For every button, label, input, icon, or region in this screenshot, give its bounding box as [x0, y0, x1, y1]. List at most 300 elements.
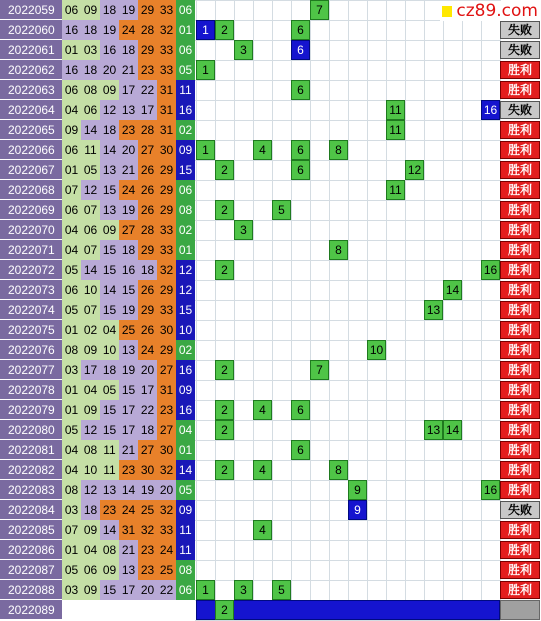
drawn-number: 01: [62, 380, 81, 400]
issue-number: 2022089: [0, 600, 62, 620]
drawn-number: 19: [138, 480, 157, 500]
drawn-number: 04: [81, 380, 100, 400]
special-number: 10: [176, 320, 195, 340]
drawn-number: 14: [81, 120, 100, 140]
drawn-number: 16: [119, 260, 138, 280]
grid-line: [329, 0, 330, 620]
drawn-number: 04: [62, 220, 81, 240]
drawn-number: 14: [100, 280, 119, 300]
trend-mark: 8: [329, 460, 348, 480]
drawn-number: 01: [62, 40, 81, 60]
drawn-number: 26: [138, 280, 157, 300]
result-win-badge: 胜利: [500, 421, 540, 439]
drawn-number: 15: [100, 580, 119, 600]
drawn-number: 24: [119, 500, 138, 520]
trend-mark: 2: [215, 460, 234, 480]
drawn-number: 01: [62, 320, 81, 340]
trend-mark: 10: [367, 340, 386, 360]
drawn-number: 25: [138, 500, 157, 520]
issue-number: 2022066: [0, 140, 62, 160]
drawn-number: 27: [157, 420, 176, 440]
drawn-number: 05: [62, 560, 81, 580]
trend-mark: 8: [329, 240, 348, 260]
drawn-number: 17: [138, 100, 157, 120]
drawn-number: 23: [119, 460, 138, 480]
drawn-number: 21: [119, 440, 138, 460]
drawn-number: 28: [138, 20, 157, 40]
drawn-number: 33: [157, 520, 176, 540]
special-number: 09: [176, 140, 195, 160]
drawn-number: 29: [157, 280, 176, 300]
grid-line: [386, 0, 387, 620]
drawn-number: 10: [100, 340, 119, 360]
trend-mark: 4: [253, 520, 272, 540]
special-number: 06: [176, 40, 195, 60]
result-win-badge: 胜利: [500, 281, 540, 299]
result-win-badge: 胜利: [500, 121, 540, 139]
trend-mark: 6: [291, 160, 310, 180]
trend-mark: 6: [291, 40, 310, 60]
pending-row-bar: [196, 600, 500, 620]
drawn-number: 31: [157, 100, 176, 120]
drawn-number: 33: [157, 220, 176, 240]
result-lose-badge: 失败: [500, 501, 540, 519]
drawn-number: 04: [62, 100, 81, 120]
drawn-number: 27: [138, 140, 157, 160]
drawn-number: 07: [81, 200, 100, 220]
drawn-number: 25: [119, 320, 138, 340]
drawn-number: 24: [119, 180, 138, 200]
grid-line: [272, 0, 273, 620]
drawn-number: 29: [157, 180, 176, 200]
drawn-number: 06: [62, 140, 81, 160]
issue-number: 2022087: [0, 560, 62, 580]
grid-line: [234, 0, 235, 620]
result-win-badge: 胜利: [500, 241, 540, 259]
drawn-number: 32: [138, 520, 157, 540]
special-number: 06: [176, 580, 195, 600]
trend-mark: 1: [196, 60, 215, 80]
issue-number: 2022080: [0, 420, 62, 440]
trend-mark: 13: [424, 420, 443, 440]
result-win-badge: 胜利: [500, 481, 540, 499]
result-win-badge: 胜利: [500, 461, 540, 479]
special-number: 06: [176, 0, 195, 20]
drawn-number: 18: [100, 0, 119, 20]
issue-number: 2022075: [0, 320, 62, 340]
drawn-number: 21: [119, 160, 138, 180]
drawn-number: 04: [100, 320, 119, 340]
issue-number: 2022088: [0, 580, 62, 600]
trend-mark: 6: [291, 80, 310, 100]
trend-mark: 6: [291, 440, 310, 460]
drawn-number: 03: [62, 360, 81, 380]
drawn-number: 32: [157, 460, 176, 480]
issue-number: 2022065: [0, 120, 62, 140]
drawn-number: 15: [100, 240, 119, 260]
drawn-number: 23: [138, 560, 157, 580]
result-win-badge: 胜利: [500, 541, 540, 559]
drawn-number: 33: [157, 0, 176, 20]
drawn-number: 30: [138, 460, 157, 480]
drawn-number: 15: [100, 260, 119, 280]
drawn-number: 26: [138, 160, 157, 180]
drawn-number: 29: [138, 0, 157, 20]
drawn-number: 13: [119, 100, 138, 120]
drawn-number: 19: [100, 20, 119, 40]
drawn-number: 15: [100, 420, 119, 440]
result-win-badge: 胜利: [500, 321, 540, 339]
drawn-number: 32: [157, 20, 176, 40]
special-number: 11: [176, 80, 195, 100]
drawn-number: 09: [100, 80, 119, 100]
drawn-number: 33: [157, 40, 176, 60]
drawn-number: 09: [81, 400, 100, 420]
special-number: 15: [176, 300, 195, 320]
issue-number: 2022073: [0, 280, 62, 300]
special-number: 05: [176, 480, 195, 500]
drawn-number: 21: [119, 540, 138, 560]
issue-number: 2022063: [0, 80, 62, 100]
drawn-number: 08: [62, 480, 81, 500]
drawn-number: 17: [119, 580, 138, 600]
trend-mark: 7: [310, 0, 329, 20]
special-number: 02: [176, 120, 195, 140]
drawn-number: 30: [157, 440, 176, 460]
special-number: 12: [176, 280, 195, 300]
drawn-number: 08: [62, 340, 81, 360]
drawn-number: 27: [157, 360, 176, 380]
trend-mark: 1: [196, 140, 215, 160]
issue-number: 2022069: [0, 200, 62, 220]
issue-number: 2022086: [0, 540, 62, 560]
drawn-number: 29: [157, 200, 176, 220]
result-win-badge: 胜利: [500, 361, 540, 379]
trend-mark: 1: [196, 580, 215, 600]
trend-mark: 2: [215, 600, 234, 620]
special-number: 08: [176, 200, 195, 220]
drawn-number: 29: [138, 240, 157, 260]
drawn-number: 18: [81, 60, 100, 80]
grid-line: [462, 0, 463, 620]
drawn-number: 27: [138, 440, 157, 460]
trend-mark: 4: [253, 460, 272, 480]
drawn-number: 09: [100, 220, 119, 240]
issue-number: 2022071: [0, 240, 62, 260]
special-number: 09: [176, 500, 195, 520]
drawn-number: 33: [157, 300, 176, 320]
drawn-number: 06: [62, 0, 81, 20]
trend-mark: 8: [329, 140, 348, 160]
drawn-number: 12: [81, 180, 100, 200]
drawn-number: 01: [62, 160, 81, 180]
result-win-badge: 胜利: [500, 201, 540, 219]
trend-mark: 14: [443, 280, 462, 300]
result-win-badge: 胜利: [500, 441, 540, 459]
drawn-number: 29: [138, 40, 157, 60]
drawn-number: 09: [100, 560, 119, 580]
drawn-number: 12: [100, 100, 119, 120]
trend-mark: 2: [215, 260, 234, 280]
drawn-number: 15: [100, 180, 119, 200]
drawn-number: 04: [62, 460, 81, 480]
drawn-number: 17: [81, 360, 100, 380]
drawn-number: 32: [157, 500, 176, 520]
drawn-number: 29: [157, 340, 176, 360]
trend-mark: 1: [196, 20, 215, 40]
trend-mark: 2: [215, 420, 234, 440]
result-win-badge: 胜利: [500, 581, 540, 599]
drawn-number: 09: [81, 580, 100, 600]
drawn-number: 08: [81, 440, 100, 460]
drawn-number: 31: [157, 380, 176, 400]
trend-mark: 7: [310, 360, 329, 380]
drawn-number: 18: [100, 360, 119, 380]
special-number: 16: [176, 400, 195, 420]
drawn-number: 01: [62, 400, 81, 420]
trend-mark: 3: [234, 220, 253, 240]
drawn-number: 21: [119, 60, 138, 80]
drawn-number: 13: [100, 200, 119, 220]
drawn-number: 05: [62, 260, 81, 280]
trend-mark: 2: [215, 20, 234, 40]
result-lose-badge: 失败: [500, 21, 540, 39]
issue-number: 2022072: [0, 260, 62, 280]
issue-number: 2022062: [0, 60, 62, 80]
drawn-number: 14: [100, 520, 119, 540]
drawn-number: 23: [157, 400, 176, 420]
trend-mark: 2: [215, 160, 234, 180]
special-number: 06: [176, 180, 195, 200]
drawn-number: 04: [62, 240, 81, 260]
drawn-number: 29: [138, 300, 157, 320]
issue-number: 2022061: [0, 40, 62, 60]
drawn-number: 11: [100, 440, 119, 460]
drawn-number: 07: [62, 520, 81, 540]
drawn-number: 13: [119, 560, 138, 580]
logo-text: cz89.com: [456, 1, 538, 21]
trend-mark: 2: [215, 400, 234, 420]
special-number: 05: [176, 60, 195, 80]
drawn-number: 03: [62, 500, 81, 520]
special-number: 15: [176, 160, 195, 180]
issue-number: 2022070: [0, 220, 62, 240]
drawn-number: 13: [100, 160, 119, 180]
trend-mark: 5: [272, 580, 291, 600]
drawn-number: 13: [100, 480, 119, 500]
drawn-number: 26: [138, 180, 157, 200]
grid-line: [348, 0, 349, 620]
trend-mark: 2: [215, 200, 234, 220]
trend-mark: 14: [443, 420, 462, 440]
trend-mark: 13: [424, 300, 443, 320]
drawn-number: 19: [119, 360, 138, 380]
drawn-number: 32: [157, 260, 176, 280]
trend-mark: 16: [481, 260, 500, 280]
drawn-number: 14: [119, 480, 138, 500]
drawn-number: 22: [138, 400, 157, 420]
drawn-number: 09: [62, 120, 81, 140]
drawn-number: 05: [62, 420, 81, 440]
drawn-number: 18: [100, 120, 119, 140]
trend-mark: 2: [215, 360, 234, 380]
drawn-number: 17: [119, 420, 138, 440]
issue-number: 2022083: [0, 480, 62, 500]
result-win-badge: 胜利: [500, 341, 540, 359]
drawn-number: 05: [62, 300, 81, 320]
drawn-number: 17: [119, 400, 138, 420]
issue-number: 2022074: [0, 300, 62, 320]
drawn-number: 25: [157, 560, 176, 580]
issue-number: 2022076: [0, 340, 62, 360]
drawn-number: 31: [157, 80, 176, 100]
grid-line: [481, 0, 482, 620]
drawn-number: 23: [100, 500, 119, 520]
drawn-number: 15: [100, 400, 119, 420]
issue-number: 2022060: [0, 20, 62, 40]
special-number: 01: [176, 440, 195, 460]
trend-mark: 4: [253, 140, 272, 160]
drawn-number: 29: [157, 160, 176, 180]
drawn-number: 20: [138, 360, 157, 380]
issue-number: 2022082: [0, 460, 62, 480]
drawn-number: 06: [81, 560, 100, 580]
drawn-number: 33: [157, 60, 176, 80]
drawn-number: 20: [119, 140, 138, 160]
result-win-badge: 胜利: [500, 61, 540, 79]
special-number: 16: [176, 100, 195, 120]
trend-mark: 11: [386, 120, 405, 140]
special-number: 11: [176, 540, 195, 560]
trend-mark: 11: [386, 100, 405, 120]
drawn-number: 23: [119, 120, 138, 140]
drawn-number: 06: [62, 80, 81, 100]
special-number: 08: [176, 560, 195, 580]
trend-mark: 6: [291, 140, 310, 160]
result-win-badge: 胜利: [500, 381, 540, 399]
drawn-number: 15: [119, 380, 138, 400]
drawn-number: 05: [100, 380, 119, 400]
drawn-number: 06: [81, 220, 100, 240]
result-win-badge: 胜利: [500, 181, 540, 199]
drawn-number: 22: [138, 80, 157, 100]
drawn-number: 15: [119, 280, 138, 300]
drawn-number: 17: [138, 380, 157, 400]
drawn-number: 19: [119, 200, 138, 220]
drawn-number: 24: [157, 540, 176, 560]
drawn-number: 24: [138, 340, 157, 360]
drawn-number: 12: [81, 420, 100, 440]
issue-number: 2022079: [0, 400, 62, 420]
drawn-number: 20: [100, 60, 119, 80]
site-logo[interactable]: [440, 1, 538, 21]
special-number: 01: [176, 20, 195, 40]
drawn-number: 10: [81, 460, 100, 480]
drawn-number: 28: [138, 120, 157, 140]
drawn-number: 18: [138, 420, 157, 440]
trend-mark: 3: [234, 40, 253, 60]
drawn-number: 33: [157, 240, 176, 260]
drawn-number: 06: [62, 280, 81, 300]
drawn-number: 09: [81, 520, 100, 540]
special-number: 01: [176, 240, 195, 260]
special-number: 11: [176, 520, 195, 540]
drawn-number: 08: [100, 540, 119, 560]
drawn-number: 28: [138, 220, 157, 240]
issue-number: 2022078: [0, 380, 62, 400]
drawn-number: 19: [119, 300, 138, 320]
trend-mark: 11: [386, 180, 405, 200]
drawn-number: 16: [100, 40, 119, 60]
drawn-number: 08: [81, 80, 100, 100]
drawn-number: 02: [81, 320, 100, 340]
drawn-number: 11: [81, 140, 100, 160]
special-number: 09: [176, 380, 195, 400]
result-win-badge: 胜利: [500, 401, 540, 419]
drawn-number: 26: [138, 200, 157, 220]
issue-number: 2022077: [0, 360, 62, 380]
drawn-number: 18: [81, 20, 100, 40]
special-number: 16: [176, 360, 195, 380]
issue-number: 2022067: [0, 160, 62, 180]
result-win-badge: 胜利: [500, 301, 540, 319]
drawn-number: 07: [81, 300, 100, 320]
grid-line: [405, 0, 406, 620]
trend-mark: 3: [234, 580, 253, 600]
drawn-number: 01: [62, 540, 81, 560]
drawn-number: 23: [138, 540, 157, 560]
result-win-badge: 胜利: [500, 561, 540, 579]
drawn-number: 09: [81, 340, 100, 360]
special-number: 14: [176, 460, 195, 480]
trend-mark: 5: [272, 200, 291, 220]
issue-number: 2022059: [0, 0, 62, 20]
result-win-badge: 胜利: [500, 221, 540, 239]
drawn-number: 16: [62, 20, 81, 40]
drawn-number: 14: [100, 140, 119, 160]
drawn-number: 14: [81, 260, 100, 280]
trend-mark: 16: [481, 100, 500, 120]
special-number: 02: [176, 340, 195, 360]
drawn-number: 27: [119, 220, 138, 240]
issue-number: 2022081: [0, 440, 62, 460]
drawn-number: 22: [157, 580, 176, 600]
drawn-number: 20: [138, 580, 157, 600]
drawn-number: 18: [119, 240, 138, 260]
trend-mark: 9: [348, 500, 367, 520]
special-number: 04: [176, 420, 195, 440]
issue-number: 2022068: [0, 180, 62, 200]
drawn-number: 15: [100, 300, 119, 320]
result-win-badge: 胜利: [500, 161, 540, 179]
drawn-number: 05: [81, 160, 100, 180]
drawn-number: 19: [119, 0, 138, 20]
drawn-number: 31: [157, 120, 176, 140]
trend-mark: 4: [253, 400, 272, 420]
result-lose-badge: 失败: [500, 41, 540, 59]
result-placeholder: [500, 600, 540, 620]
result-win-badge: 胜利: [500, 141, 540, 159]
trend-mark: 6: [291, 20, 310, 40]
grid-line: [215, 0, 216, 620]
drawn-number: 03: [62, 580, 81, 600]
drawn-number: 04: [62, 440, 81, 460]
trend-mark: 12: [405, 160, 424, 180]
drawn-number: 10: [81, 280, 100, 300]
drawn-number: 16: [62, 60, 81, 80]
drawn-number: 18: [81, 500, 100, 520]
result-win-badge: 胜利: [500, 261, 540, 279]
